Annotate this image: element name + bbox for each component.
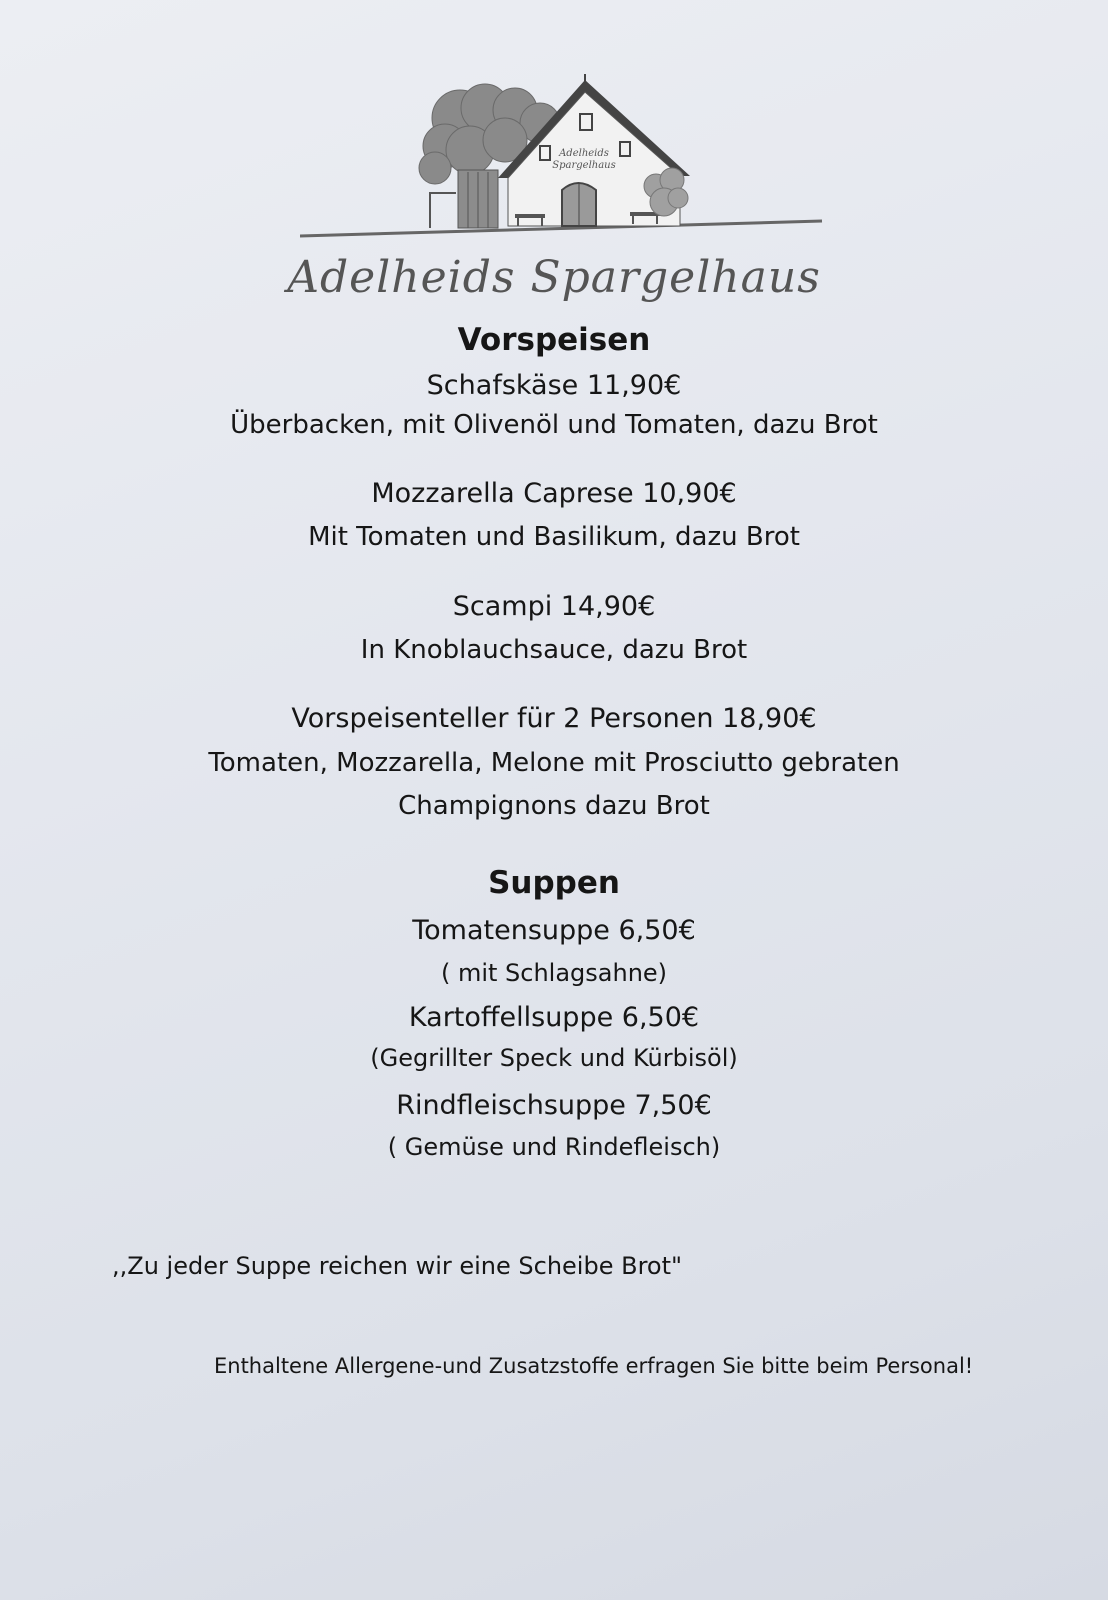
section-heading-suppen: Suppen — [488, 865, 620, 901]
menu-item-title: Rindfleischsuppe 7,50€ — [396, 1090, 712, 1121]
menu-item-description: Mit Tomaten und Basilikum, dazu Brot — [308, 522, 800, 552]
house-logo-icon — [300, 68, 830, 246]
allergen-note: Enthaltene Allergene-und Zusatzstoffe erfragen Sie bitte beim Personal! — [214, 1354, 974, 1378]
restaurant-name: Adelheids Spargelhaus — [287, 252, 821, 303]
bread-quote: ,,Zu jeder Suppe reichen wir eine Scheibe Brot" — [112, 1252, 683, 1280]
menu-item-description: In Knoblauchsauce, dazu Brot — [360, 635, 748, 665]
section-heading-vorspeisen: Vorspeisen — [457, 322, 651, 358]
menu-item-title: Schafskäse 11,90€ — [426, 370, 682, 401]
menu-item-title: Vorspeisenteller für 2 Personen 18,90€ — [291, 703, 817, 734]
menu-item-description: Überbacken, mit Olivenöl und Tomaten, dazu Brot — [230, 410, 878, 440]
menu-item-title: Mozzarella Caprese 10,90€ — [371, 478, 737, 509]
menu-item-description: Champignons dazu Brot — [398, 791, 710, 821]
menu-item-title: Kartoffellsuppe 6,50€ — [408, 1002, 700, 1033]
menu-item-title: Scampi 14,90€ — [452, 591, 656, 622]
menu-item-description: ( mit Schlagsahne) — [440, 959, 668, 987]
logo-sign-line1: Adelheids — [559, 148, 609, 159]
logo-sign-line2: Spargelhaus — [552, 160, 616, 171]
menu-item-title: Tomatensuppe 6,50€ — [412, 915, 696, 946]
menu-item-description: Tomaten, Mozzarella, Melone mit Prosciutto gebraten — [208, 748, 900, 778]
menu-item-description: (Gegrillter Speck und Kürbisöl) — [370, 1044, 738, 1072]
menu-item-description: ( Gemüse und Rindefleisch) — [387, 1133, 721, 1161]
